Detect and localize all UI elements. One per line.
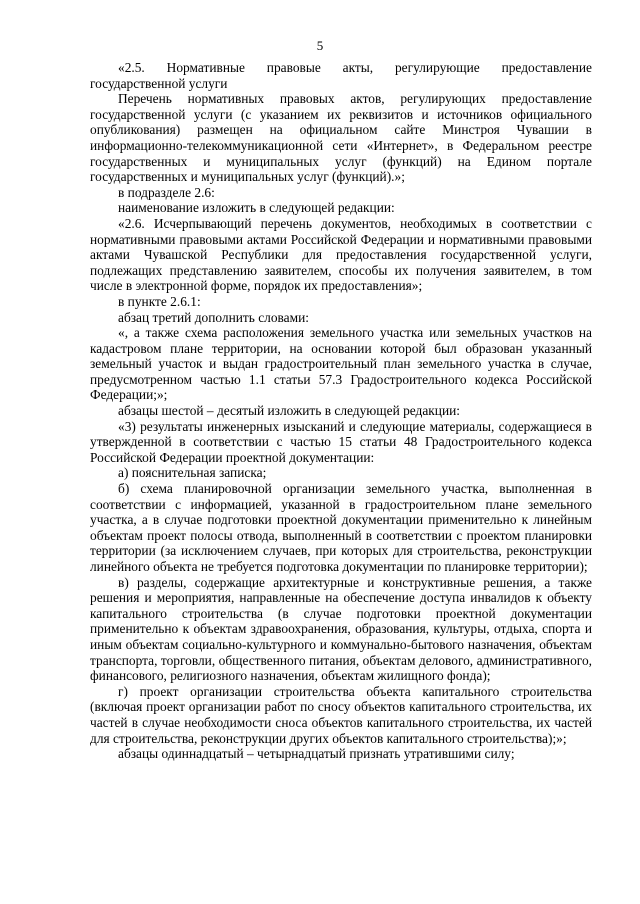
page-number: 5 [316,38,324,53]
paragraph-2-6-text: «2.6. Исчерпывающий перечень документов, необходимых в соответствии с нормативными правовыми актами Российской Федерации и нормативными правовыми актами Чувашской Республики для предоставления государственной услуги, подлежащих представлению заявителем, способы их получения заявителем, в том числе в электронной форме, порядок их предоставления»; [90,215,592,294]
paragraph-item-a: а) пояснительная записка; [118,465,267,481]
document-body [90,60,592,762]
paragraph-title-amendment: наименование изложить в следующей редакции: [118,200,395,216]
paragraph-subsection-2-6: в подразделе 2.6: [118,184,215,200]
paragraph-item-g: г) проект организации строительства объекта капитального строительства (включая проект организации работ по сносу объектов капитального строительства, их частей в случае необходимости сноса объектов капитального строительства, их частей для строительства, реконструкции других объектов капитального строительства);»; [90,683,592,746]
paragraph-item-v: в) разделы, содержащие архитектурные и конструктивные решения, а также решения и мероприятия, направленные на обеспечение доступа инвалидов к объекту капитального строительства (в случае подготовки проектной документации применительно к объектам здравоохранения, образования, культуры, отдыха, спорта и иным объектам социально-культурного и коммунально-бытового назначения, объектам транспорта, торговли, общественного питания, объектам делового, административного, финансового, религиозного назначения, объектам жилищного фонда); [90,574,592,684]
paragraph-item-2-6-1: в пункте 2.6.1: [118,293,201,309]
paragraph-repealed: абзацы одиннадцатый – четырнадцатый признать утратившими силу; [118,746,515,762]
paragraph-third-addition: абзац третий дополнить словами: [118,309,309,325]
paragraph-2-5-heading: «2.5. Нормативные правовые акты, регулирующие предоставление государственной услуги [90,60,592,91]
paragraph-land-scheme: «, а также схема расположения земельного участка или земельных участков на кадастровом плане территории, на основании которой был образован указанный земельный участок и выдан градостроительный план земельного участка в случае, предусмотренном частью 1.1 статьи 57.3 Градостроительного кодекса Российской Федерации;»; [90,325,592,403]
paragraph-item-b: б) схема планировочной организации земельного участка, выполненная в соответствии с информацией, указанной в градостроительном плане земельного участка, а в случае подготовки проектной документации применительно к линейным объектам проект полосы отвода, выполненный в соответствии с проектом планировки территории (за исключением случаев, при которых для строительства, реконструкции линейного объекта не требуется подготовка документации по планировке территории); [90,481,592,574]
paragraph-item-3: «3) результаты инженерных изысканий и следующие материалы, содержащиеся в утвержденной в соответствии с частью 15 статьи 48 Градостроительного кодекса Российской Федерации проектной документации: [90,418,592,465]
paragraph-normative-acts-list: Перечень нормативных правовых актов, регулирующих предоставление государственной услуги (с указанием их реквизитов и источников официального опубликования) размещен на официальном сайте Минстроя Чувашии в информационно-телекоммуникационной сети «Интернет», в Федеральном реестре государственных и муниципальных услуг (функций) на Едином портале государственных и муниципальных услуг (функций).»; [90,91,592,185]
paragraph-sixth-tenth: абзацы шестой – десятый изложить в следующей редакции: [118,403,461,419]
